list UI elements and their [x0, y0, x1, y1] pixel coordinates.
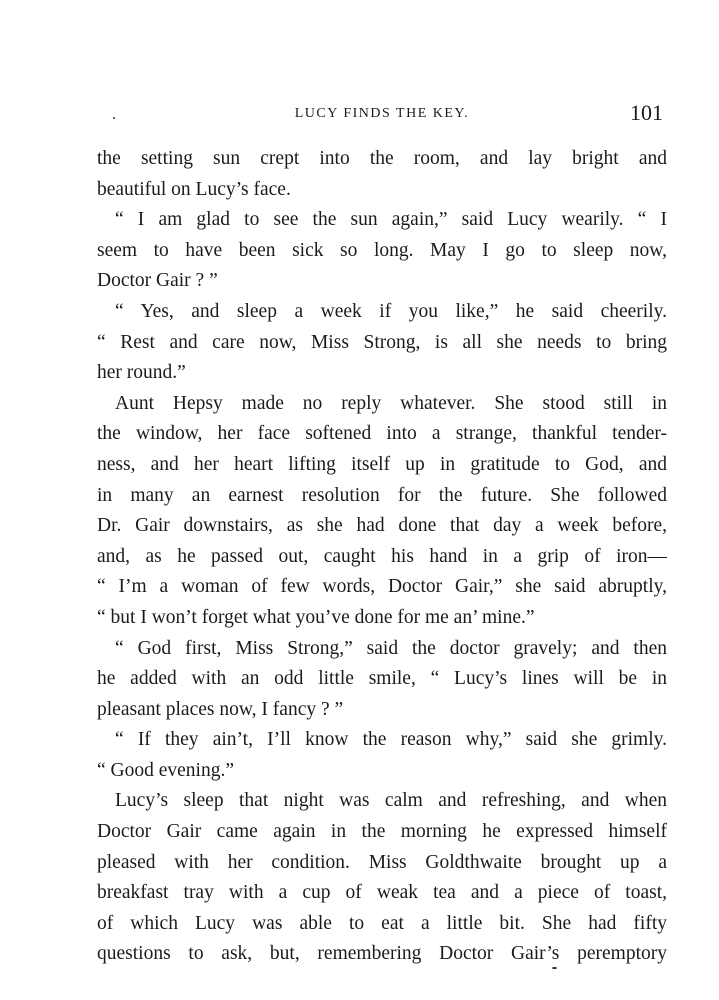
text-line: “ Good evening.”	[97, 759, 234, 781]
page-number: 101	[630, 100, 663, 125]
text-line: “ I’m a woman of few words, Doctor Gair,” she said abruptly,	[97, 576, 667, 598]
text-line: “ If they ain’t, I’ll know the reason why,” said she grimly.	[115, 729, 667, 751]
text-line: and, as he passed out, caught his hand in a grip of iron—	[97, 545, 667, 567]
ink-speck	[552, 967, 557, 969]
text-line: Lucy’s sleep that night was calm and refreshing, and when	[115, 790, 667, 812]
text-line: Doctor Gair came again in the morning he expressed himself	[97, 821, 667, 843]
text-line: “ but I won’t forget what you’ve done for me an’ mine.”	[97, 606, 535, 628]
running-title: LUCY FINDS THE KEY.	[294, 106, 470, 121]
text-line: the setting sun crept into the room, and lay bright and	[97, 148, 667, 169]
ink-speck	[113, 117, 115, 119]
text-line: he added with an odd little smile, “ Lucy’s lines will be in	[97, 668, 667, 690]
running-head	[97, 100, 667, 124]
text-line: pleasant places now, I fancy ? ”	[97, 698, 344, 720]
text-line: her round.”	[97, 362, 186, 384]
text-line: seem to have been sick so long. May I go to sleep now,	[97, 239, 667, 261]
text-line: in many an earnest resolution for the future. She followed	[97, 484, 667, 506]
text-line: “ God first, Miss Strong,” said the doctor gravely; and then	[115, 637, 667, 659]
body-text	[97, 144, 667, 970]
text-line: pleased with her condition. Miss Goldthwaite brought up a	[97, 851, 667, 873]
text-line: Aunt Hepsy made no reply whatever. She stood still in	[115, 392, 667, 414]
text-line: questions to ask, but, remembering Doctor Gair’s peremptory	[97, 943, 667, 965]
text-line: “ I am glad to see the sun again,” said Lucy wearily. “ I	[115, 209, 667, 231]
text-line: “ Rest and care now, Miss Strong, is all she needs to bring	[97, 331, 667, 353]
text-line: Doctor Gair ? ”	[97, 270, 218, 292]
text-line: the window, her face softened into a strange, thankful tender-	[97, 423, 667, 445]
text-line: “ Yes, and sleep a week if you like,” he said cheerily.	[115, 300, 667, 322]
text-line: breakfast tray with a cup of weak tea and a piece of toast,	[97, 882, 667, 904]
text-line: Dr. Gair downstairs, as she had done that day a week before,	[97, 515, 667, 537]
text-line: of which Lucy was able to eat a little bit. She had fifty	[97, 912, 667, 934]
text-line: ness, and her heart lifting itself up in gratitude to God, and	[97, 453, 667, 475]
text-line: beautiful on Lucy’s face.	[97, 178, 291, 200]
